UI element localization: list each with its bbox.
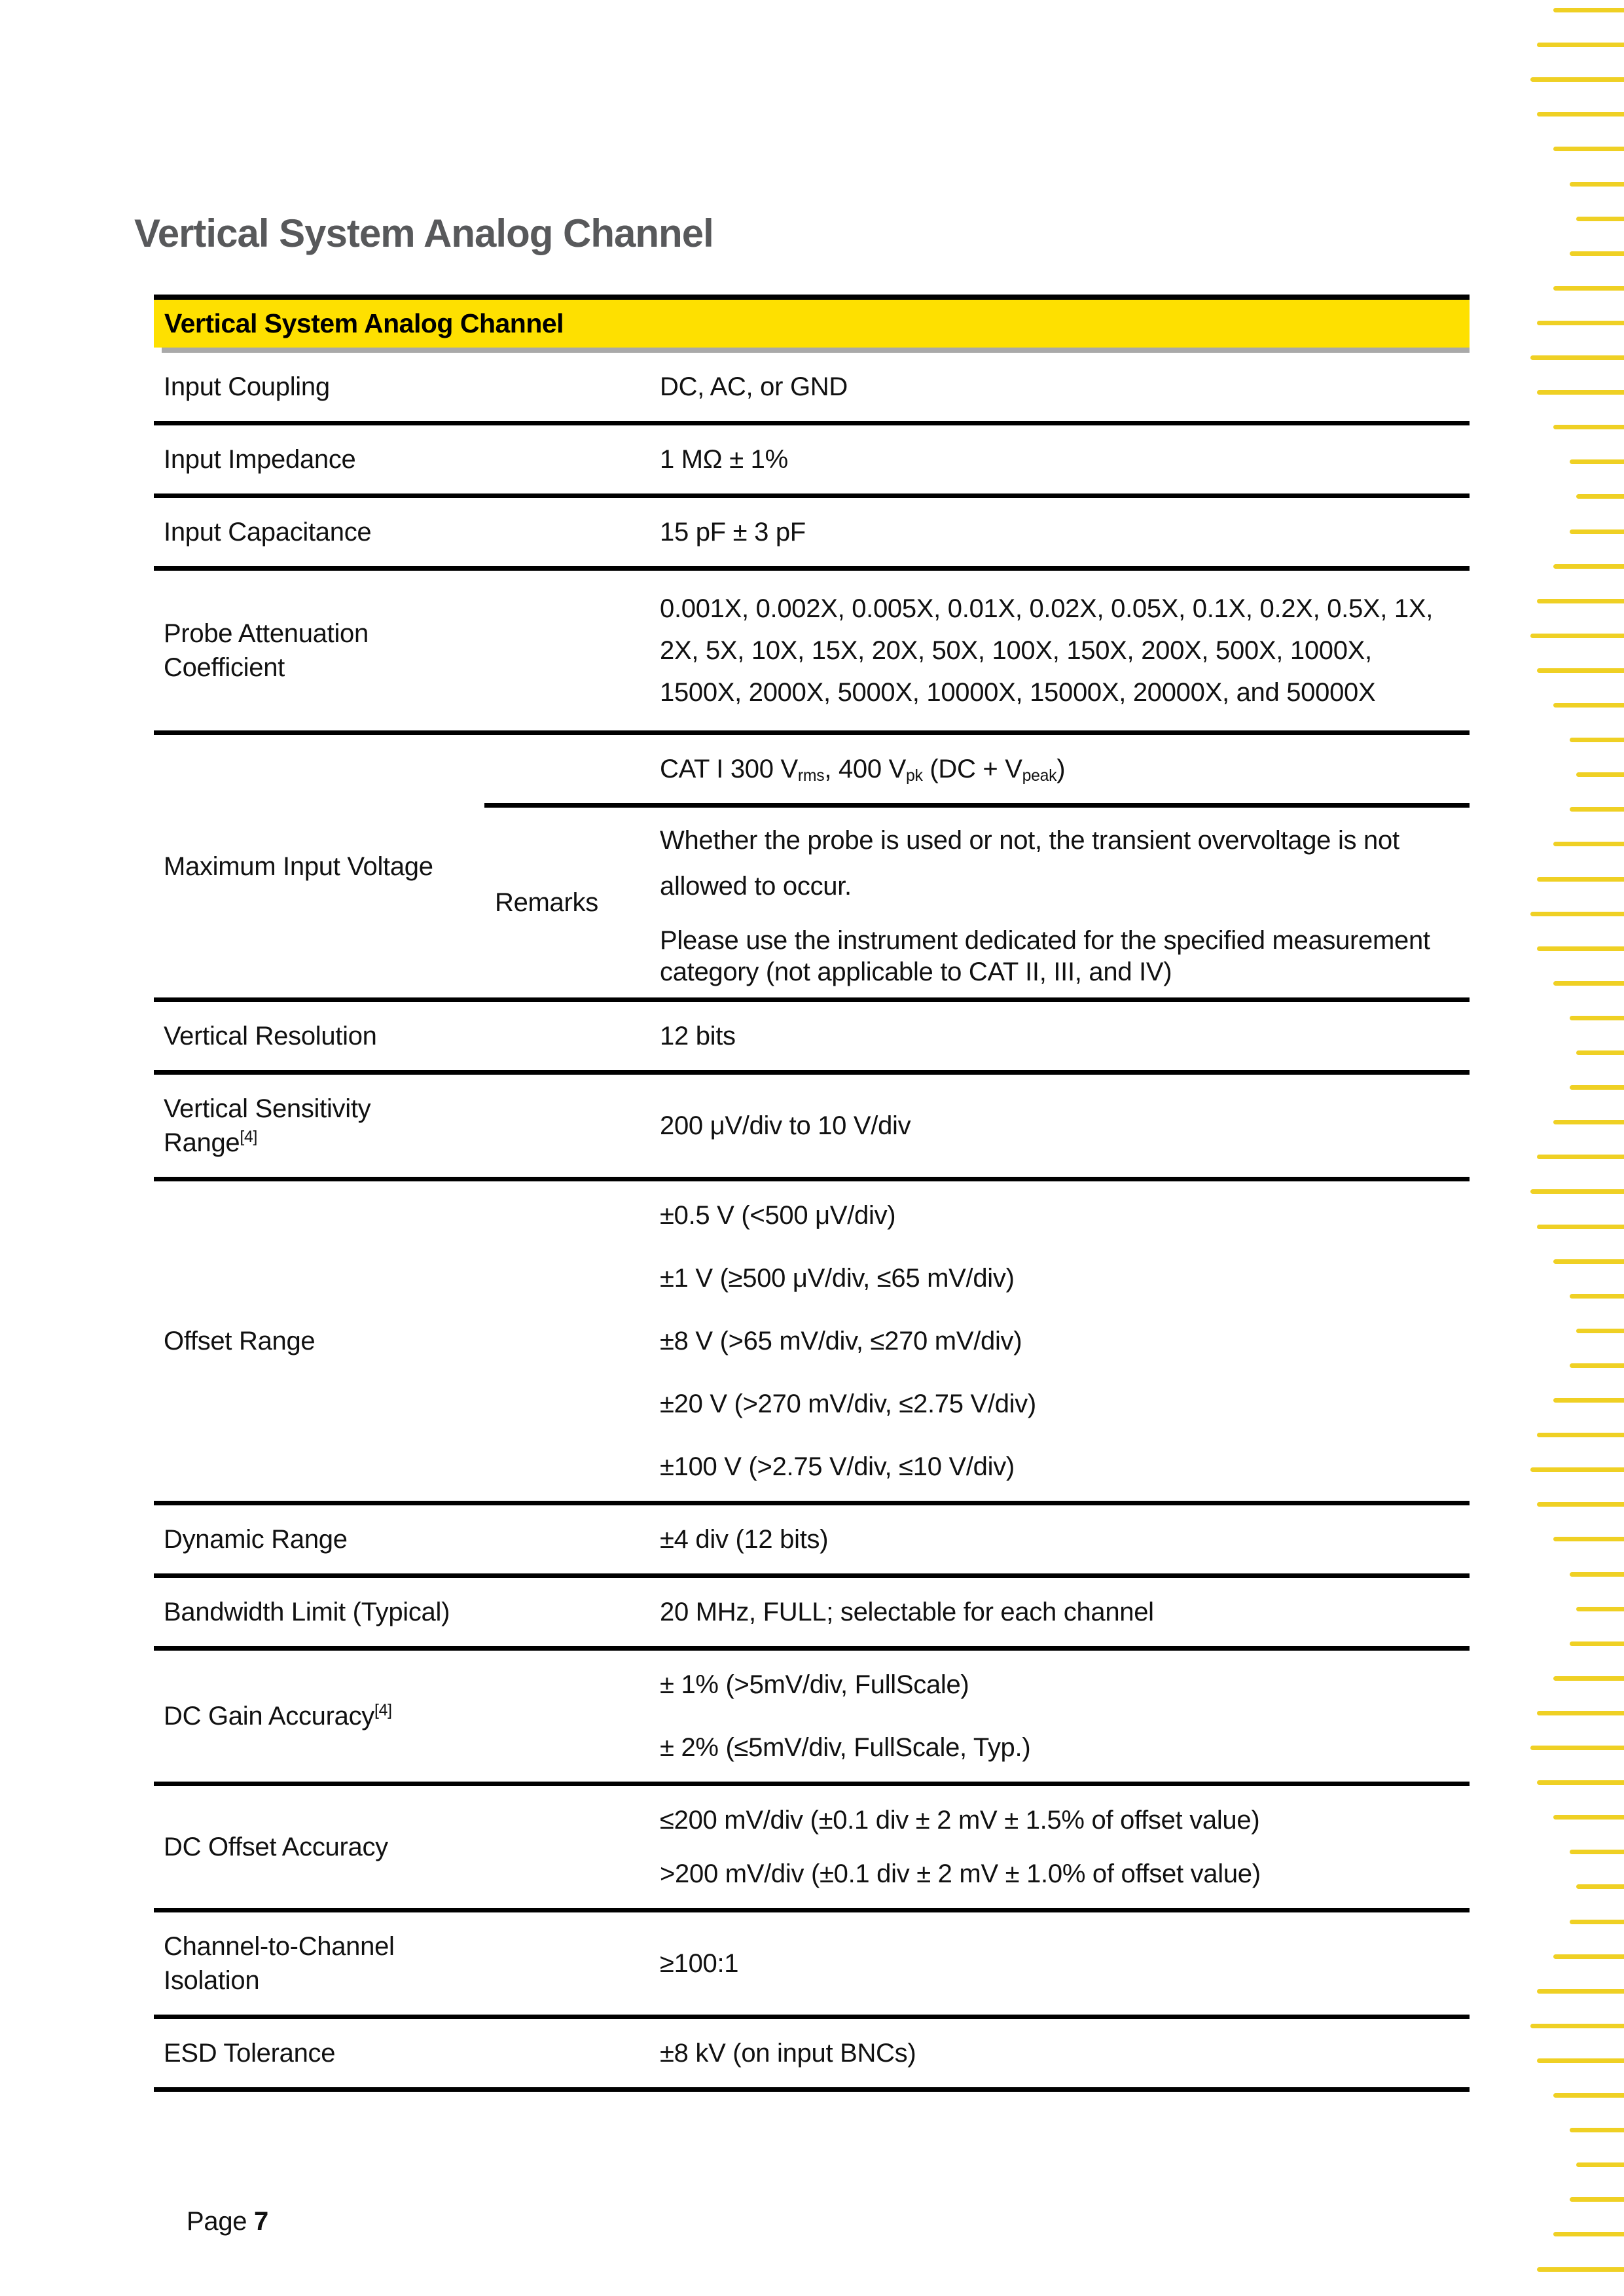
page-number: 7 — [254, 2207, 268, 2236]
dash-decoration — [1537, 1780, 1624, 1785]
row-label — [154, 1002, 484, 1070]
table-body — [154, 353, 1470, 2092]
dash-decoration — [1570, 1641, 1624, 1646]
row-label — [154, 2019, 484, 2087]
value-paragraph — [660, 1324, 1456, 1358]
row-value — [660, 1929, 1470, 1998]
text-segment: Channel-to-Channel Isolation — [164, 1932, 395, 1995]
dash-decoration — [1537, 599, 1624, 603]
dash-decoration — [1570, 2197, 1624, 2202]
row-label — [154, 833, 484, 901]
dash-decoration — [1537, 946, 1624, 951]
text-segment: Input Impedance — [164, 445, 356, 474]
value-paragraph — [660, 370, 1456, 404]
text-segment: (DC + V — [922, 755, 1022, 783]
dash-decoration — [1530, 2024, 1624, 2028]
dash-decoration — [1576, 217, 1624, 221]
text-segment: Maximum Input Voltage — [164, 852, 433, 881]
value-paragraph — [660, 1595, 1456, 1629]
dash-decoration — [1570, 1850, 1624, 1854]
row-value — [660, 1505, 1470, 1573]
text-segment: Offset Range — [164, 1327, 316, 1355]
dash-decoration — [1537, 1989, 1624, 1994]
value-paragraph — [660, 1522, 1456, 1556]
row-value — [660, 425, 1470, 493]
table-row — [154, 1002, 1470, 1075]
dash-decoration — [1553, 1537, 1624, 1541]
dash-decoration — [1570, 1085, 1624, 1090]
text-segment: ±0.5 V (<500 μV/div) — [660, 1201, 896, 1230]
text-segment: 1 MΩ ± 1% — [660, 445, 788, 474]
dash-decoration — [1576, 1050, 1624, 1055]
dash-decoration — [1553, 1120, 1624, 1124]
row-label — [154, 1813, 484, 1881]
value-paragraph — [660, 1019, 1456, 1053]
row-value — [660, 2019, 1470, 2087]
dash-decoration — [1576, 1607, 1624, 1611]
dash-decoration — [1570, 1363, 1624, 1368]
dash-decoration — [1537, 1711, 1624, 1715]
row-value-group — [484, 735, 1470, 997]
dash-decoration — [1553, 147, 1624, 151]
text-segment: >200 mV/div (±0.1 div ± 2 mV ± 1.0% of offset value) — [660, 1859, 1261, 1888]
dash-decoration — [1576, 1329, 1624, 1333]
table-row — [154, 1786, 1470, 1912]
text-segment: ≤200 mV/div (±0.1 div ± 2 mV ± 1.5% of offset value) — [660, 1806, 1260, 1835]
dash-decoration — [1576, 494, 1624, 499]
remarks-section — [484, 808, 1470, 997]
table-row — [154, 425, 1470, 498]
table-header-shadow — [162, 348, 1470, 353]
value-paragraph — [660, 1668, 1456, 1702]
row-label — [154, 1682, 484, 1750]
row-label — [154, 1307, 484, 1375]
text-segment: 12 bits — [660, 1022, 736, 1050]
dash-decoration — [1553, 2093, 1624, 2098]
text-segment: ESD Tolerance — [164, 2039, 336, 2068]
value-paragraph — [660, 515, 1456, 549]
text-segment: CAT I 300 V — [660, 755, 798, 783]
text-segment: pk — [905, 767, 923, 785]
dash-decoration — [1570, 459, 1624, 464]
dash-decoration — [1530, 77, 1624, 82]
table-row — [154, 353, 1470, 425]
dash-decoration — [1553, 2232, 1624, 2236]
text-segment: 200 μV/div to 10 V/div — [660, 1111, 911, 1140]
text-segment: peak — [1022, 767, 1057, 785]
dash-decoration — [1530, 912, 1624, 916]
text-segment: [4] — [240, 1128, 258, 1147]
table-header: Vertical System Analog Channel — [154, 295, 1470, 348]
row-label — [154, 1505, 484, 1573]
dash-decoration — [1553, 981, 1624, 986]
value-paragraph — [660, 1946, 1456, 1981]
page-footer-label: Page — [187, 2207, 247, 2236]
row-value — [660, 1651, 1470, 1782]
row-value — [660, 1002, 1470, 1070]
row-label — [154, 425, 484, 493]
text-segment: DC Offset Accuracy — [164, 1833, 388, 1861]
row-value — [660, 498, 1470, 566]
text-segment: ±100 V (>2.75 V/div, ≤10 V/div) — [660, 1452, 1015, 1481]
text-segment: ±8 V (>65 mV/div, ≤270 mV/div) — [660, 1327, 1022, 1355]
dash-decoration — [1553, 842, 1624, 846]
dash-decoration — [1530, 355, 1624, 360]
text-segment: ± 2% (≤5mV/div, FullScale, Typ.) — [660, 1733, 1031, 1762]
remarks-label — [484, 888, 660, 918]
row-value — [484, 735, 1470, 808]
dash-decoration — [1570, 529, 1624, 534]
text-segment: Please use the instrument dedicated for the specified measurement category (not applicable to CAT II, III, and IV) — [660, 926, 1430, 986]
dash-decoration — [1570, 807, 1624, 812]
text-segment: Bandwidth Limit (Typical) — [164, 1598, 450, 1626]
dash-decoration — [1576, 772, 1624, 777]
row-value — [660, 1092, 1470, 1160]
dash-decoration — [1537, 668, 1624, 673]
dash-decoration — [1570, 1572, 1624, 1577]
dash-decoration — [1570, 251, 1624, 256]
text-segment: Probe Attenuation Coefficient — [164, 619, 369, 682]
row-value — [660, 1181, 1470, 1501]
row-value — [660, 353, 1470, 421]
dash-decoration — [1570, 2128, 1624, 2132]
dash-decoration — [1537, 1502, 1624, 1507]
table-row — [154, 1505, 1470, 1578]
table-row — [154, 571, 1470, 735]
row-value — [660, 571, 1470, 730]
row-label — [154, 600, 484, 702]
text-segment: 15 pF ± 3 pF — [660, 518, 806, 547]
dash-decoration — [1570, 738, 1624, 742]
dash-decoration — [1537, 1433, 1624, 1437]
edge-dashes-decoration — [1454, 0, 1624, 2296]
text-segment: DC Gain Accuracy — [164, 1702, 374, 1731]
dash-decoration — [1553, 1954, 1624, 1959]
row-label — [154, 498, 484, 566]
table-row — [154, 1651, 1470, 1786]
value-paragraph — [660, 1803, 1456, 1837]
text-segment: ± 1% (>5mV/div, FullScale) — [660, 1670, 969, 1699]
dash-decoration — [1576, 2162, 1624, 2167]
table-row — [154, 1181, 1470, 1505]
value-paragraph — [660, 1387, 1456, 1421]
text-segment: DC, AC, or GND — [660, 372, 848, 401]
text-segment: Input Capacitance — [164, 518, 372, 547]
row-value — [660, 1786, 1470, 1908]
dash-decoration — [1553, 564, 1624, 569]
dash-decoration — [1537, 321, 1624, 325]
dash-decoration — [1553, 1676, 1624, 1681]
dash-decoration — [1553, 286, 1624, 291]
dash-decoration — [1537, 2267, 1624, 2272]
text-segment: ±20 V (>270 mV/div, ≤2.75 V/div) — [660, 1390, 1036, 1418]
text-segment: ±4 div (12 bits) — [660, 1525, 829, 1554]
dash-decoration — [1553, 1815, 1624, 1820]
value-paragraph — [660, 1198, 1456, 1232]
row-label — [154, 353, 484, 421]
row-label — [154, 1912, 484, 2015]
dash-decoration — [1530, 1467, 1624, 1472]
value-paragraph — [660, 1261, 1456, 1295]
table-row — [154, 498, 1470, 571]
dash-decoration — [1530, 1189, 1624, 1194]
value-paragraph — [660, 1450, 1456, 1484]
dash-decoration — [1570, 1920, 1624, 1924]
table-row — [154, 735, 1470, 1002]
dash-decoration — [1553, 425, 1624, 429]
dash-decoration — [1570, 182, 1624, 187]
text-segment: 20 MHz, FULL; selectable for each channel — [660, 1598, 1154, 1626]
text-segment: [4] — [374, 1702, 392, 1720]
dash-decoration — [1537, 877, 1624, 882]
text-segment: Vertical Sensitivity Range — [164, 1094, 371, 1157]
dash-decoration — [1537, 112, 1624, 117]
dash-decoration — [1530, 634, 1624, 638]
text-segment: Remarks — [495, 888, 598, 917]
text-segment: ≥100:1 — [660, 1949, 739, 1978]
dash-decoration — [1537, 1155, 1624, 1159]
remarks-paragraph — [660, 925, 1456, 988]
value-paragraph — [660, 1857, 1456, 1891]
dash-decoration — [1537, 390, 1624, 395]
table-row — [154, 1075, 1470, 1181]
value-paragraph — [660, 588, 1456, 713]
text-segment: ) — [1056, 755, 1066, 783]
text-segment: Vertical Resolution — [164, 1022, 377, 1050]
spec-table — [154, 295, 1470, 2092]
page-title: Vertical System Analog Channel — [134, 211, 713, 255]
page-footer — [187, 2207, 268, 2236]
table-row — [154, 1578, 1470, 1651]
dash-decoration — [1537, 2058, 1624, 2063]
value-paragraph — [660, 1731, 1456, 1765]
value-paragraph — [660, 1109, 1456, 1143]
text-segment: Input Coupling — [164, 372, 330, 401]
dash-decoration — [1553, 1259, 1624, 1264]
remarks-text — [660, 817, 1470, 988]
value-paragraph — [660, 442, 1456, 476]
text-segment: ±8 kV (on input BNCs) — [660, 2039, 916, 2068]
remarks-paragraph — [660, 817, 1456, 909]
row-value — [660, 1578, 1470, 1646]
dash-decoration — [1553, 703, 1624, 708]
dash-decoration — [1570, 1294, 1624, 1299]
dash-decoration — [1530, 1746, 1624, 1750]
dash-decoration — [1537, 1225, 1624, 1229]
row-label — [154, 1578, 484, 1646]
value-paragraph — [660, 2036, 1456, 2070]
row-label — [154, 1075, 484, 1177]
text-segment: Whether the probe is used or not, the transient overvoltage is not allowed to occur. — [660, 826, 1399, 901]
dash-decoration — [1553, 1398, 1624, 1403]
text-segment: ±1 V (≥500 μV/div, ≤65 mV/div) — [660, 1264, 1015, 1293]
table-row — [154, 1912, 1470, 2019]
table-row — [154, 2019, 1470, 2092]
dash-decoration — [1553, 8, 1624, 12]
text-segment: Dynamic Range — [164, 1525, 348, 1554]
text-segment: 0.001X, 0.002X, 0.005X, 0.01X, 0.02X, 0.05X, 0.1X, 0.2X, 0.5X, 1X, 2X, 5X, 10X, 15X, 20X, 50X, 100X, 150X, 200X, 500X, 1000X, 1500X, 2000X, 5000X, 10000X, 15000X, 20000X, and 50000X — [660, 594, 1434, 707]
dash-decoration — [1537, 43, 1624, 47]
text-segment: , 400 V — [824, 755, 906, 783]
text-segment: rms — [797, 767, 825, 785]
dash-decoration — [1576, 1884, 1624, 1889]
dash-decoration — [1570, 1016, 1624, 1020]
